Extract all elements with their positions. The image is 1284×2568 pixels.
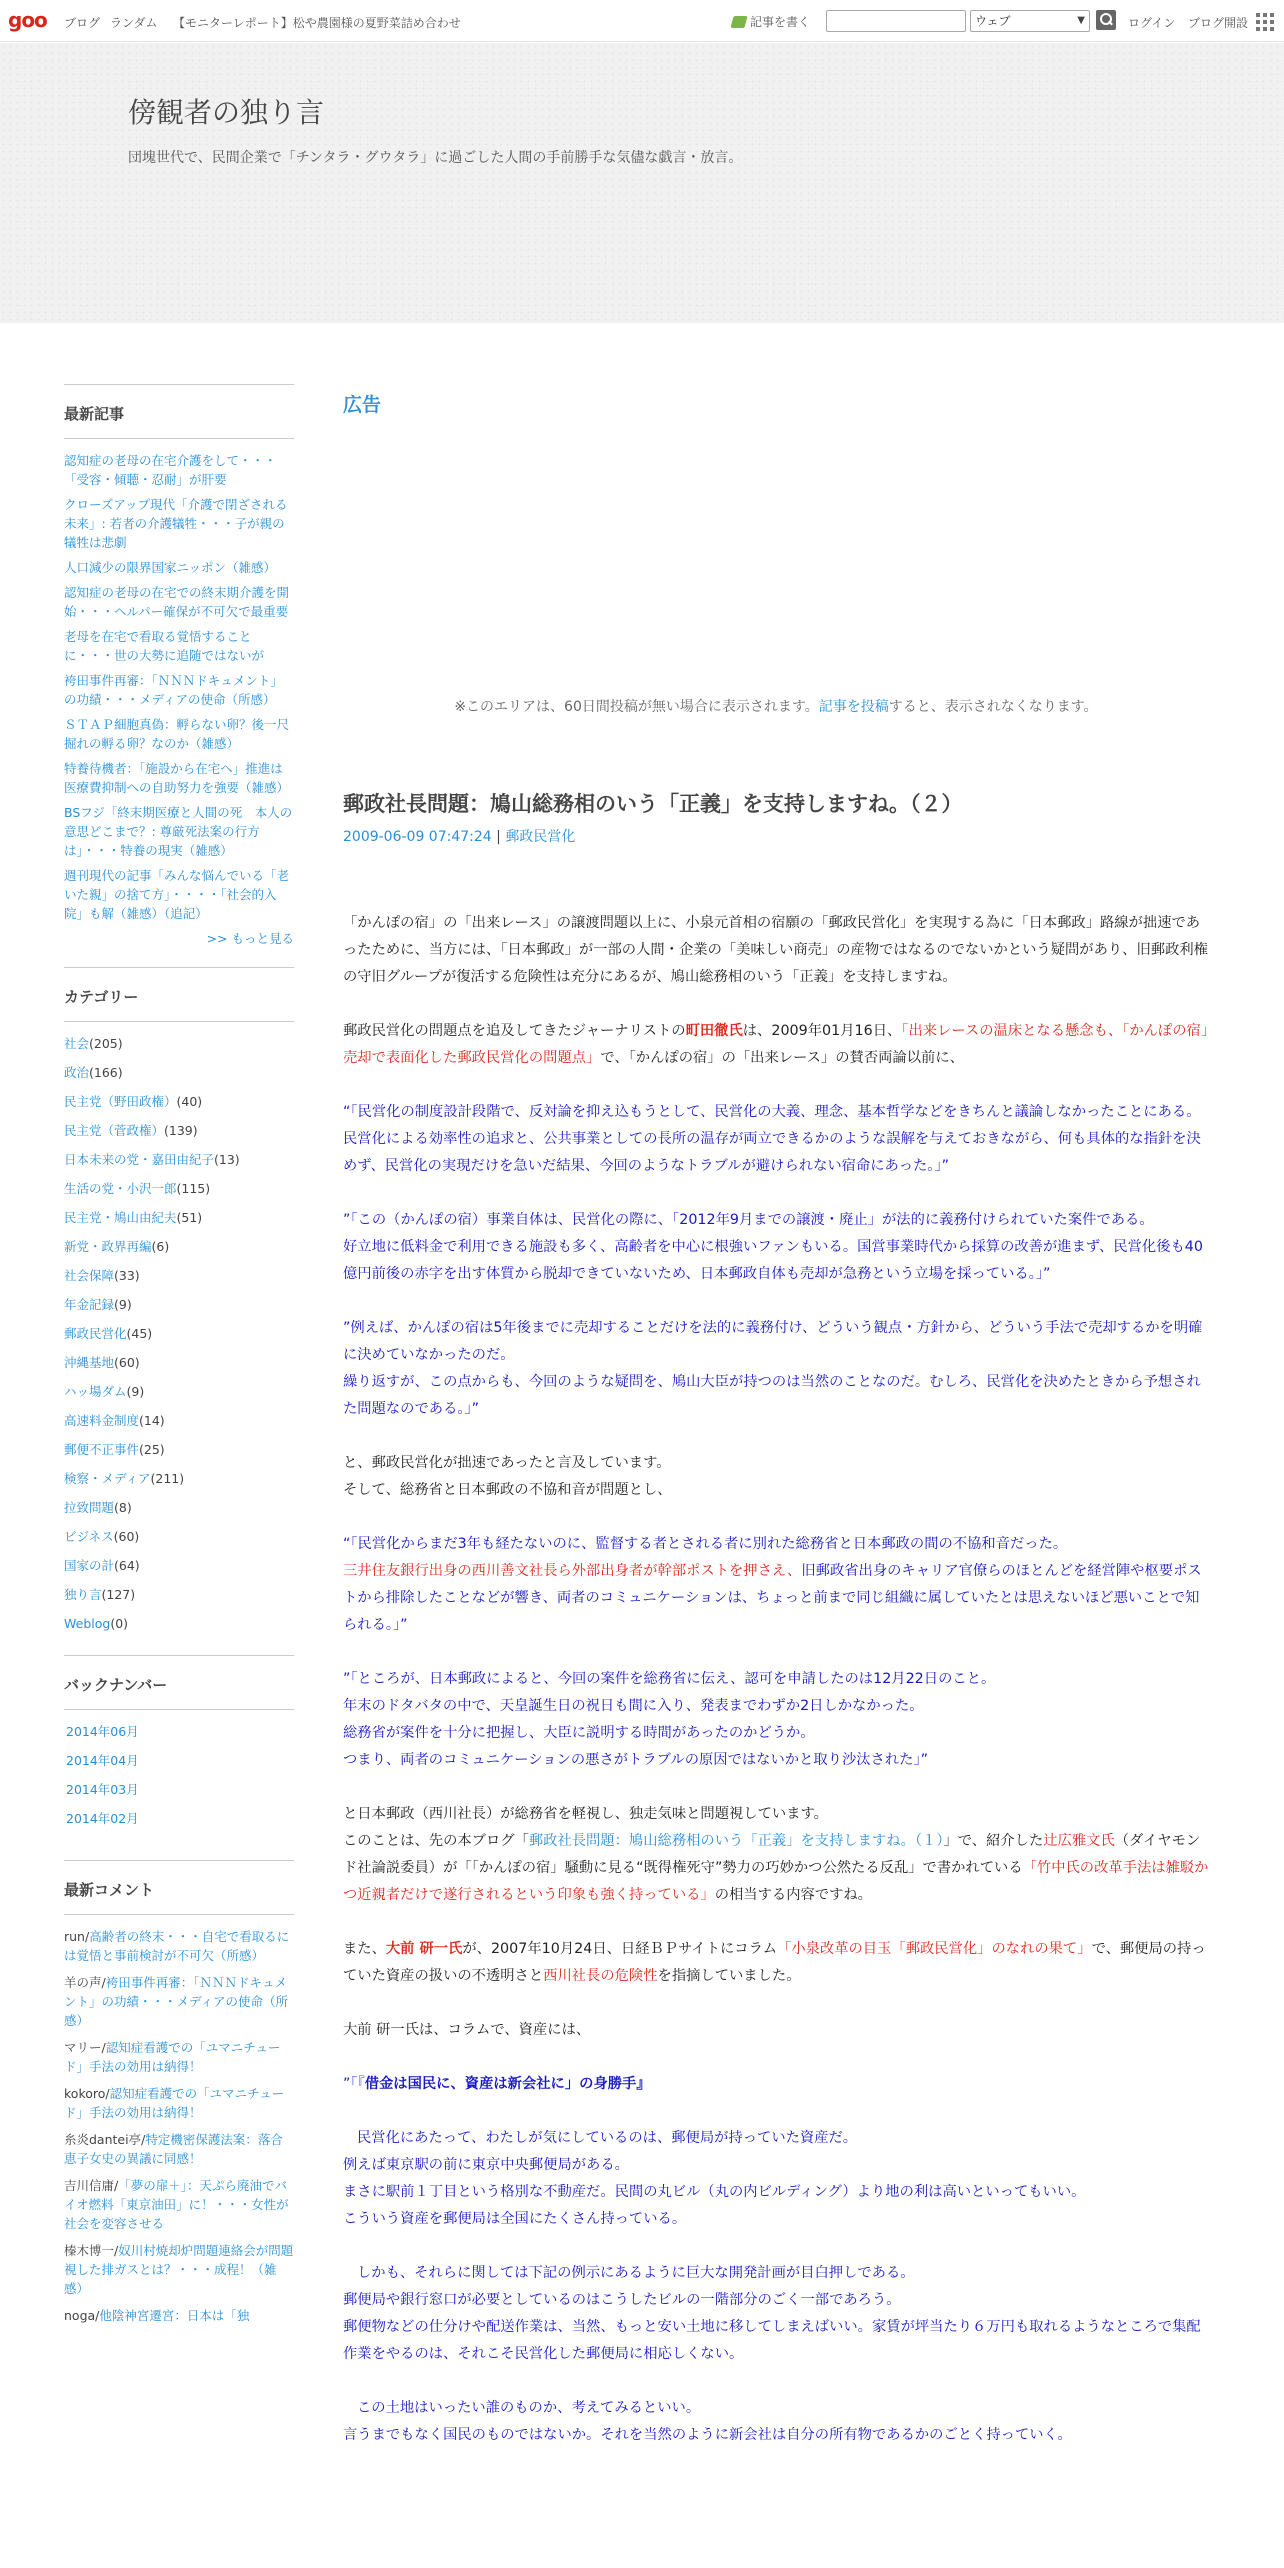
paragraph: と、郵政民営化が拙速であったと言及しています。 そして、総務省と日本郵政の不協和音が問題とし、 [343, 1455, 672, 1498]
category-count: (45) [126, 1326, 153, 1341]
quote-block: ”「ところが、日本郵政によると、今回の案件を総務省に伝え、認可を申請したのは12月22日のこと。 年末のドタバタの中で、天皇誕生日の祝日も間に入り、発表までわずか2日しかなかった。 総務省が案件を十分に把握し、大臣に説明する時間があったのかどうか。 つまり、両者のコミュニケーションの悪さがトラブルの原因ではないかと取り沙汰された」” [343, 1671, 996, 1768]
previous-article-link[interactable]: 郵政社長問題：鳩山総務相のいう「正義」を支持しますね。（１） [528, 1833, 944, 1849]
recent-articles-section [64, 384, 294, 947]
category-link[interactable]: 日本未来の党・嘉田由紀子 [64, 1152, 215, 1167]
comment-item: 吉川信庸/「夢の扉＋」：天ぷら廃油でバイオ燃料「東京油田」に！・・・女性が社会を変容させる [64, 2178, 289, 2231]
backnumber-heading: バックナンバー [64, 1656, 294, 1710]
category-count: (205) [89, 1036, 123, 1051]
backnumber-link[interactable]: 2014年03月 [66, 1782, 139, 1797]
comment-item: マリー/認知症看護での「ユマニチュード」手法の効用は納得！ [64, 2040, 281, 2074]
category-section [64, 967, 294, 1633]
category-item [64, 1353, 294, 1372]
backnumber-link[interactable]: 2014年02月 [66, 1811, 139, 1826]
text-span: で、郵便局の持っていた資産の扱いの不透明さと [343, 1941, 1206, 1984]
quote-block [343, 2395, 1209, 2449]
category-link[interactable]: 郵便不正事件 [64, 1442, 140, 1457]
text-span: 旧郵政省出身のキャリア官僚らのほとんどを経営陣や枢要ポストから排除したことなどが響き、両者のコミュニケーションは、ちょっと前まで同じ組織に属していたとは思えないほど悪いことで知られる。」” [343, 1563, 1202, 1633]
blog-open-link[interactable]: ブログ開設 [1188, 16, 1249, 30]
category-count: (211) [150, 1471, 185, 1486]
comment-item: run/高齢者の終末・・・自宅で看取るには覚悟と事前検討が不可欠（所感） [64, 1929, 290, 1963]
quoted-column-title: 「小泉改革の目玉「郵政民営化」のなれの果て」 [777, 1941, 1092, 1957]
category-link[interactable]: 検察・メディア [64, 1471, 151, 1486]
category-item [64, 1556, 294, 1575]
category-link[interactable]: 国家の計 [64, 1558, 115, 1573]
category-item [64, 1150, 294, 1169]
category-count: (14) [139, 1413, 165, 1428]
category-item [64, 1121, 294, 1140]
comment-item: 糸炎dantei亭/特定機密保護法案：落合恵子女史の異議に同感！ [64, 2132, 283, 2166]
category-link[interactable]: 生活の党・小沢一郎 [64, 1181, 177, 1196]
category-item [64, 1179, 294, 1198]
comment-article-link[interactable]: 他陰神宮遷宮：日本は「独 [99, 2308, 250, 2323]
text-span: の相当する内容ですね。 [714, 1887, 872, 1903]
search-input[interactable] [826, 10, 966, 32]
quote-heading-bold: 借金は国民に、資産は新会社に」の身勝手 [364, 2076, 637, 2092]
entry-meta: 2009-06-09 07:47:24 | 郵政民営化 [343, 829, 576, 845]
category-count: (60) [113, 1529, 140, 1544]
comment-article-link[interactable]: 「夢の扉＋」：天ぷら廃油でバイオ燃料「東京油田」に！・・・女性が社会を変容させる [64, 2178, 289, 2231]
text-span: 」で、紹介した [943, 1833, 1044, 1849]
quote-block: ”例えば、かんぽの宿は5年後までに売却することだけを法的に義務付け、どういう観点・方針から、どういう手法で売却するかを明確に決めていなかったのだ。 繰り返すが、この点からも、今回のような疑問を、鳩山大臣が持つのは当然のことなのだ。むしろ、民営化を決めたときから予想された問題なのである。」” [343, 1320, 1203, 1417]
category-link[interactable]: 新党・政界再編 [64, 1239, 152, 1254]
blog-title[interactable]: 傍観者の独り言 [128, 96, 325, 129]
category-link[interactable]: ビジネス [64, 1529, 114, 1544]
text-span: しかも、それらに関しては下記の例示にあるように巨大な開発計画が目白押しである。 郵便局や銀行窓口が必要としているのはこうしたビルの一階部分のごく一部であろう。 郵便物などの仕分けや配送作業は、当然、もっと安い土地に移してしまえばいい。家賃が坪当たり６万円も取れるようなところで集配作業をやるのは、それこそ民営化した郵便局に相応しくない。 [343, 2265, 1201, 2362]
nav-link-random[interactable]: ランダム [110, 16, 158, 30]
entry-date-link[interactable]: 2009-06-09 07:47:24 [343, 829, 492, 845]
highlighted-text: 三井住友銀行出身の西川善文社長ら外部出身者が幹部ポストを押さえ、 [343, 1563, 802, 1579]
recent-article-link[interactable]: 袴田事件再審：「ＮＮＮドキュメント」の功績・・・メディアの使命（所感） [64, 673, 283, 707]
login-link[interactable]: ログイン [1128, 16, 1176, 30]
blog-description: 団塊世代で、民間企業で「チンタラ・グウタラ」に過ごした人間の手前勝手な気儘な戯言・放言。 [128, 150, 743, 166]
text-span: ”「『 [343, 2076, 365, 2092]
search-icon[interactable] [1096, 10, 1116, 30]
highlighted-quote: 「竹中氏の改革手法は雑駁かつ近親者だけで遂行されるという印象も強く持っている」 [343, 1860, 1209, 1903]
text-span: を指摘していました。 [657, 1968, 801, 1984]
text-span: “「民営化からまだ3年も経たないのに、監督する者とされる者に別れた総務省と日本郵政の間の不協和音だった。 [343, 1536, 1068, 1552]
recent-article-link[interactable]: クローズアップ現代「介護で閉ざされる未来」: 若者の介護犠牲・・・子が親の犠牲は悲劇 [64, 497, 288, 550]
ad-notice-text: ※このエリアは、60日間投稿が無い場合に表示されます。 [454, 699, 819, 715]
category-count: (9) [126, 1384, 145, 1399]
text-span: と日本郵政（西川社長）が総務省を軽視し、独走気味と問題視しています。 このことは、先の本ブログ「 [343, 1806, 828, 1849]
category-link[interactable]: 民主党（菅政権） [64, 1123, 165, 1138]
category-count: (25) [139, 1442, 165, 1457]
recent-article-link[interactable]: 認知症の老母の在宅介護をして・・・「受容・傾聴・忍耐」が肝要 [64, 453, 277, 487]
highlighted-name: 辻広雅文氏 [1043, 1833, 1115, 1849]
recent-article-link[interactable]: BSフジ「終末期医療と人間の死 本人の意思どこまで？: 尊厳死法案の行方は」・・・特養の現実（雑感） [64, 805, 293, 858]
text-span: また、 [343, 1941, 386, 1957]
category-link[interactable]: 年金記録 [64, 1297, 115, 1312]
category-link[interactable]: 民主党（野田政権） [64, 1094, 177, 1109]
category-count: (139) [164, 1123, 198, 1138]
search-scope-value: ウェブ [975, 14, 1011, 28]
comment-article-link[interactable]: 認知症看護での「ユマニチュード」手法の効用は納得！ [64, 2040, 281, 2074]
category-item [64, 1324, 294, 1343]
category-link[interactable]: ハッ場ダム [64, 1384, 127, 1399]
recent-article-link[interactable]: 特養待機者：「施設から在宅へ」推進は医療費抑制への自助努力を強要（雑感） [64, 761, 290, 795]
category-item [64, 1585, 294, 1604]
category-link[interactable]: 政治 [64, 1065, 90, 1080]
ad-notice-text-end: すると、表示されなくなります。 [888, 699, 1098, 715]
comment-item: noga/他陰神宮遷宮：日本は「独 [64, 2308, 250, 2323]
quote-block [343, 2260, 1209, 2368]
entry-category-link[interactable]: 郵政民営化 [505, 829, 576, 845]
nav-link-monitor-report[interactable]: 【モニターレポート】松や農園様の夏野菜詰め合わせ [173, 16, 461, 30]
category-item [64, 1092, 294, 1111]
category-item [64, 1527, 294, 1546]
category-link[interactable]: 沖縄基地 [64, 1355, 115, 1370]
category-count: (8) [114, 1500, 132, 1515]
chevron-down-icon: ▼ [1077, 15, 1085, 26]
recent-article-link[interactable]: ＳＴＡＰ細胞真偽：孵らない卵？後一尺掘れの孵る卵？なのか（雑感） [64, 717, 290, 751]
paragraph: 「かんぽの宿」の「出来レース」の譲渡問題以上に、小泉元首相の宿願の「郵政民営化」を実現する為に「日本郵政」路線が拙速であったために、当方には、「日本郵政」が一部の人間・企業の「美味しい商売」の産物ではなるのでないかという疑問があり、旧郵政利権の守旧グループが復活する危険性は充分にあるが、鳩山総務相のいう「正義」を支持しますね。 [343, 915, 1208, 985]
category-item [64, 1469, 294, 1488]
nav-link-blog[interactable]: ブログ [64, 16, 101, 30]
comment-item: 羊の声/袴田事件再審：「ＮＮＮドキュメント」の功績・・・メディアの使命（所感） [64, 1975, 289, 2028]
category-item [64, 1295, 294, 1314]
quoted-article-title: 「出来レースの温床となる懸念も、「かんぽの宿」売却で表面化した郵政民営化の問題点」 [343, 1023, 1208, 1066]
backnumber-section [64, 1655, 294, 1846]
category-count: (13) [214, 1152, 240, 1167]
comment-user: noga [64, 2308, 96, 2323]
category-count: (64) [114, 1558, 140, 1573]
category-link[interactable]: 拉致問題 [64, 1500, 115, 1515]
text-span: 民営化にあたって、わたしが気にしているのは、郵便局が持っていた資産だ。 例えば東京駅の前に東京中央郵便局がある。 まさに駅前１丁目という格別な不動産だ。民間の丸ビル（丸の内ビルディング）より地の利は高いといってもいい。 こういう資産を郵便局は全国にたくさん持っている。 [343, 2130, 1086, 2227]
quote-heading [343, 2071, 1209, 2098]
category-count: (127) [101, 1587, 136, 1602]
highlighted-name: 町田徹氏 [685, 1023, 743, 1039]
category-count: (9) [114, 1297, 132, 1312]
write-article-label: 記事を書く [750, 15, 811, 29]
category-count: (115) [176, 1181, 211, 1196]
paragraph [343, 1801, 1209, 1909]
quote-block: ”「この（かんぽの宿）事業自体は、民営化の際に、「2012年9月までの譲渡・廃止」が法的に義務付けられていた案件である。 好立地に低料金で利用できる施設も多く、高齢者を中心に根強いファンもいる。国営事業時代から採算の改善が進まず、民営化後も40億円前後の赤字を出す体質から脱却できていないため、日本郵政自体も売却が急務という立場を採っている。」” [343, 1212, 1203, 1282]
category-count: (60) [114, 1355, 140, 1370]
category-link[interactable]: 高速料金制度 [64, 1413, 140, 1428]
recent-comments-section [64, 1860, 294, 2325]
quote-block: “「民営化の制度設計段階で、反対論を抑え込もうとして、民営化の大義、理念、基本哲学などをきちんと議論しなかったことにある。 民営化による効率性の追求と、公共事業としての長所の温存が両立できるかのような誤解を与えておきながら、何も具体的な指針を決めず、民営化の実現だけを急いだ結果、今回のようなトラブルが避けられない宿命にあった。」” [343, 1104, 1201, 1174]
text-span: は、2009年01月16日、 [742, 1023, 902, 1039]
category-link[interactable]: Weblog [64, 1616, 111, 1631]
recent-article-link[interactable]: 人口減少の限界国家ニッポン（雑感） [64, 560, 277, 575]
category-count: (33) [114, 1268, 140, 1283]
goo-logo[interactable]: goo [8, 8, 47, 32]
category-link[interactable]: 社会 [64, 1036, 90, 1051]
highlighted-name: 大前 研一氏 [385, 1941, 463, 1957]
category-item [64, 1208, 294, 1227]
entry-body [343, 910, 1209, 2476]
category-count: (166) [89, 1065, 123, 1080]
ad-notice [343, 696, 1209, 716]
comment-article-link[interactable]: 奴川村焼却炉問題連絡会が問題視した排ガスとは？・・・成程！（雑感） [64, 2243, 294, 2296]
text-span: で、「かんぽの宿」の「出来レース」の賛否両論以前に、 [600, 1050, 964, 1066]
more-articles-link[interactable]: >> もっと見る [206, 931, 294, 946]
comment-item: 榛木博一/奴川村焼却炉問題連絡会が問題視した排ガスとは？・・・成程！（雑感） [64, 2243, 294, 2296]
top-navigation-bar [0, 0, 1284, 42]
category-item [64, 1382, 294, 1401]
category-item [64, 1411, 294, 1430]
write-article-button[interactable] [732, 13, 810, 30]
text-span: （ダイヤモンド社論説委員）が「「かんぽの宿」騒動に見る“既得権死守”勢力の巧妙かつ公然たる反乱」で書かれている [343, 1833, 1201, 1876]
category-item [64, 1034, 294, 1053]
text-span: が、2007年10月24日、日経ＢＰサイトにコラム [462, 1941, 778, 1957]
ad-heading: 広告 [343, 394, 382, 416]
category-heading: カテゴリー [64, 968, 294, 1022]
comment-item: kokoro/認知症看護での「ユマニチュード」手法の効用は納得！ [64, 2086, 285, 2120]
category-item [64, 1498, 294, 1517]
category-link[interactable]: 独り言 [64, 1587, 102, 1602]
text-span: この土地はいったい誰のものか、考えてみるといい。 言うまでもなく国民のものではないか。それを当然のように新会社は自分の所有物であるかのごとく持っていく。 [343, 2400, 1072, 2443]
comment-article-link[interactable]: 認知症看護での「ユマニチュード」手法の効用は納得！ [64, 2086, 285, 2120]
recent-comments-heading: 最新コメント [64, 1861, 294, 1915]
recent-articles-heading: 最新記事 [64, 385, 294, 439]
comment-article-link[interactable]: 袴田事件再審：「ＮＮＮドキュメント」の功績・・・メディアの使命（所感） [64, 1975, 289, 2028]
category-item [64, 1237, 294, 1256]
category-item [64, 1063, 294, 1082]
quote-block [343, 1531, 1209, 1639]
comment-user: マリー [64, 2040, 102, 2055]
highlighted-text: 西川社長の危険性 [543, 1968, 658, 1984]
comment-article-link[interactable]: 高齢者の終末・・・自宅で看取るには覚悟と事前検討が不可欠（所感） [64, 1929, 290, 1963]
post-article-link[interactable]: 記事を投稿 [818, 699, 889, 715]
category-count: (51) [176, 1210, 203, 1225]
backnumber-link[interactable]: 2014年06月 [66, 1724, 139, 1739]
pen-icon [730, 16, 747, 28]
search-scope-select[interactable] [970, 10, 1090, 32]
category-count: (0) [110, 1616, 129, 1631]
comment-user: 吉川信庸 [64, 2178, 115, 2193]
comment-article-link[interactable]: 特定機密保護法案：落合恵子女史の異議に同感！ [64, 2132, 283, 2166]
entry-title[interactable]: 郵政社長問題：鳩山総務相のいう「正義」を支持しますね。（２） [343, 792, 963, 816]
category-count: (40) [176, 1094, 203, 1109]
recent-article-link[interactable]: 認知症の老母の在宅での終末期介護を開始・・・ヘルパー確保が不可欠で最重要 [64, 585, 290, 619]
comment-user: 糸炎dantei亭 [64, 2132, 142, 2147]
comment-user: 榛木博一 [64, 2243, 115, 2258]
paragraph [343, 1936, 1209, 1990]
text-span: 』 [636, 2076, 651, 2092]
category-link[interactable]: 社会保障 [64, 1268, 115, 1283]
apps-grid-icon[interactable] [1256, 13, 1274, 31]
text-span: 郵政民営化の問題点を追及してきたジャーナリストの [343, 1023, 686, 1039]
category-item [64, 1266, 294, 1285]
backnumber-list[interactable] [64, 1722, 294, 1846]
paragraph: 大前 研一氏は、コラムで、資産には、 [343, 2022, 591, 2038]
quote-block [343, 2125, 1209, 2233]
backnumber-link[interactable]: 2014年04月 [66, 1753, 139, 1768]
comment-user: run [64, 1929, 85, 1944]
category-item [64, 1440, 294, 1459]
comment-user: 羊の声 [64, 1975, 102, 1990]
main-content [343, 384, 1209, 2443]
category-count: (6) [151, 1239, 170, 1254]
recent-article-link[interactable]: 週刊現代の記事「みんな悩んでいる「老いた親」の捨て方」・・・・「社会的入院」も解（雑感）（追記） [64, 868, 290, 921]
comment-user: kokoro [64, 2086, 106, 2101]
sidebar [64, 384, 294, 2333]
paragraph [343, 1018, 1209, 1072]
category-link[interactable]: 民主党・鳩山由紀夫 [64, 1210, 177, 1225]
category-item [64, 1614, 294, 1633]
recent-article-link[interactable]: 老母を在宅で看取る覚悟することに・・・世の大勢に追随ではないが [64, 629, 265, 663]
blog-header [0, 43, 1284, 323]
category-link[interactable]: 郵政民営化 [64, 1326, 127, 1341]
